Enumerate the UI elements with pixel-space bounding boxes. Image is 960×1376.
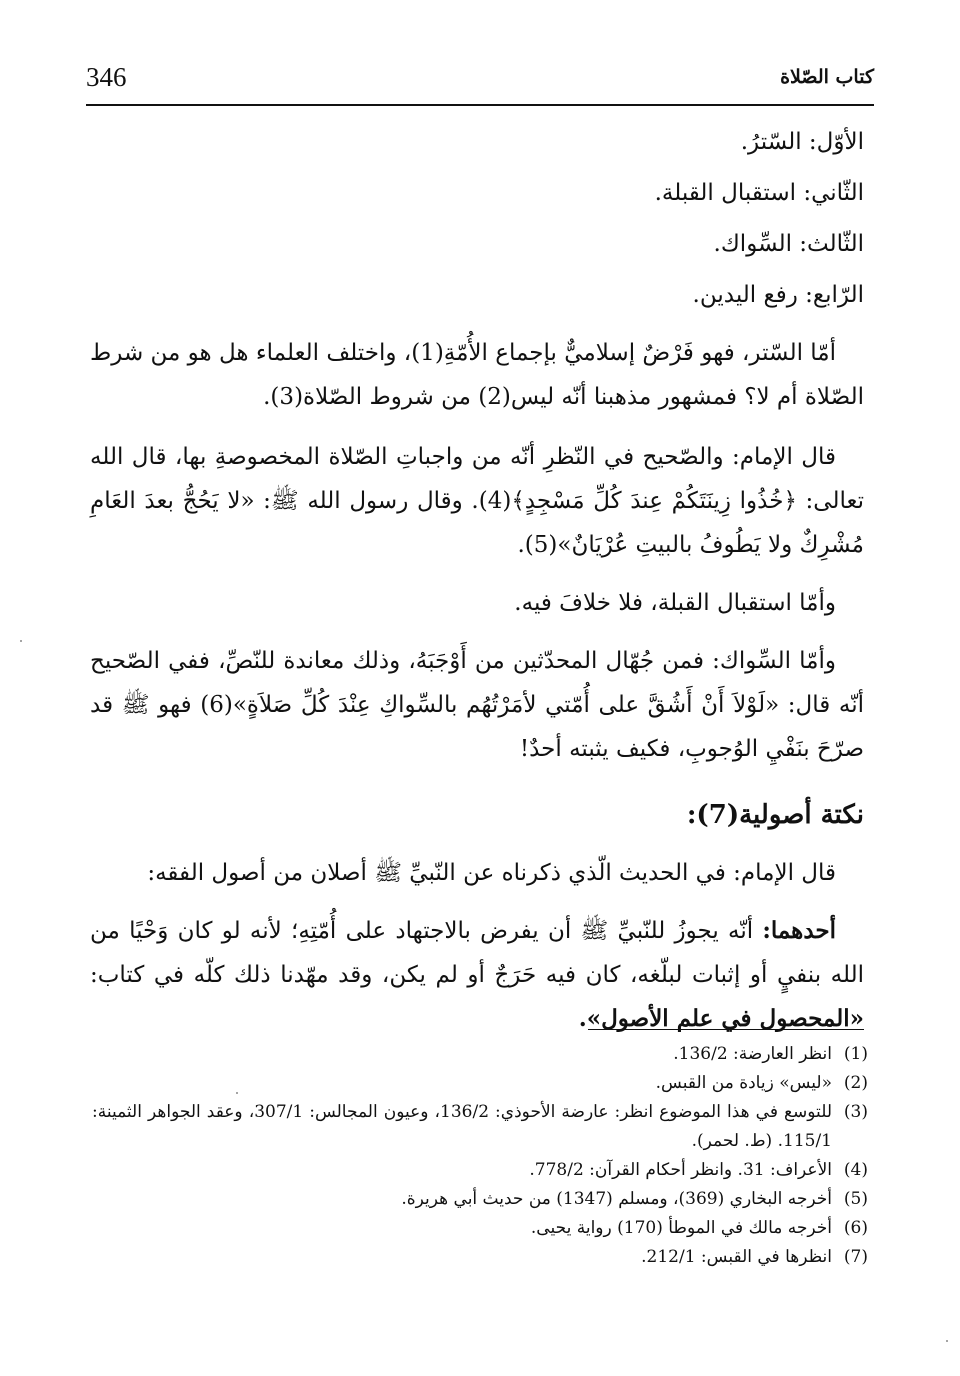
footnote-text: الأعراف: 31. وانظر أحكام القرآن: 778/2. [529,1160,832,1180]
footnote [92,1098,868,1156]
footnote-number: (6) [843,1218,868,1238]
paragraph-usul-intro: قال الإمام: في الحديث الّذي ذكرناه عن النّبيِّ ﷺ أصلان من أصول الفقه: [147,860,836,886]
footnote-number: (7) [843,1247,868,1267]
footnote-text: انظرها في القبس: 212/1. [641,1247,832,1267]
paragraph-siwak: وأمّا السِّواك: فمن جُهّال المحدّثين من أَوْجَبَهُ، وذلك معاندة للنّصِّ، ففي الصّحيح أنّه قال: «لَوْلاَ أَنْ أَشُقَّ على أُمّتي لأمَرْتُهُم بالسِّواكِ عِنْدَ كُلِّ صَلاَةٍ»(6) فهو ﷺ قد صرّحَ بنَفْيِ الوُجوبِ، فكيف يثبته أحدٌ! [90,648,865,762]
list-item-2: الثّاني: استقبال القبلة. [654,180,864,206]
footnote [92,1069,868,1098]
footnote [92,1156,868,1185]
footnote-text: للتوسع في هذا الموضوع انظر: عارضة الأحوذي: 136/2، وعيون المجالس: 307/1، وعقد الجواهر الثمينة: 115/1. (ط. لحمر). [92,1102,832,1151]
footnote-number: (3) [843,1102,868,1122]
footnote-number: (5) [843,1189,868,1209]
footnote [92,1214,868,1243]
list-item-1: الأوّل: السّترُ. [740,129,864,155]
paragraph-imam-opinion: قال الإمام: والصّحيح في النّظرِ أنّه من واجباتِ الصّلاة المخصوصةِ بها، قال الله تعالى: ﴿خُذُوا زِينَتَكُمْ عِندَ كُلِّ مَسْجِدٍ﴾(4). وقال رسول الله ﷺ: «لا يَحُجُّ بعدَ العَامِ مُشْرِكٌ ولا يَطُوفُ بالبيتِ عُرْيَانٌ»(5). [90,444,864,558]
footnote-rule [588,1029,864,1030]
footnote [92,1040,868,1069]
page-header [86,62,874,102]
footnotes [92,1040,868,1272]
paragraph-first-principle-text: أنّه يجوزُ للنّبيِّ ﷺ أن يفرض بالاجتهاد على أُمّتِهِ؛ لأنه لو كان وَحْيًا من الله بنفيٍ أو إثبات لبلّغه، كان فيه حَرَجٌ أو لم يكن، وقد مهّدنا ذلك كلّه في كتاب: [90,918,864,988]
scan-speck [946,1340,948,1342]
footnote-number: (4) [843,1160,868,1180]
footnote-number: (2) [843,1073,868,1093]
list-item-3: الثّالث: السِّواك. [713,231,864,257]
footnote-text: أخرجه مالك في الموطأ (170) رواية يحيى. [530,1218,832,1238]
main-text [90,112,864,1041]
footnote [92,1243,868,1272]
page-number: 346 [86,62,127,92]
paragraph-first-principle [90,909,864,1041]
paragraph-qibla: وأمّا استقبال القبلة، فلا خلافَ فيه. [514,590,836,616]
footnote-text: انظر العارضة: 136/2. [673,1044,832,1064]
footnote-text: أخرجه البخاري (369)، ومسلم (1347) من حديث أبي هريرة. [401,1189,832,1209]
list-item-4: الرّابع: رفع اليدين. [692,282,864,308]
section-heading: نكتة أصولية(7): [686,800,864,830]
book-title-reference: «المحصول في علم الأصول». [578,1005,864,1032]
footnote-number: (1) [843,1044,868,1064]
footnote-text: «ليس» زيادة من القبس. [655,1073,832,1093]
paragraph-lead: أحدهما: [762,917,836,944]
paragraph-satr: أمّا السّتر، فهو فَرْضٌ إسلاميٌّ بإجماع الأُمّةِ(1)، واختلف العلماء هل هو من شرط الصّلاة أم لا؟ فمشهور مذهبنا أنّه ليس(2) من شروط الصّلاة(3). [89,340,864,410]
running-title: كتاب الصّلاة [780,66,874,88]
scan-speck [236,1092,238,1094]
footnote [92,1185,868,1214]
scan-speck [20,640,22,642]
header-rule [86,104,874,106]
